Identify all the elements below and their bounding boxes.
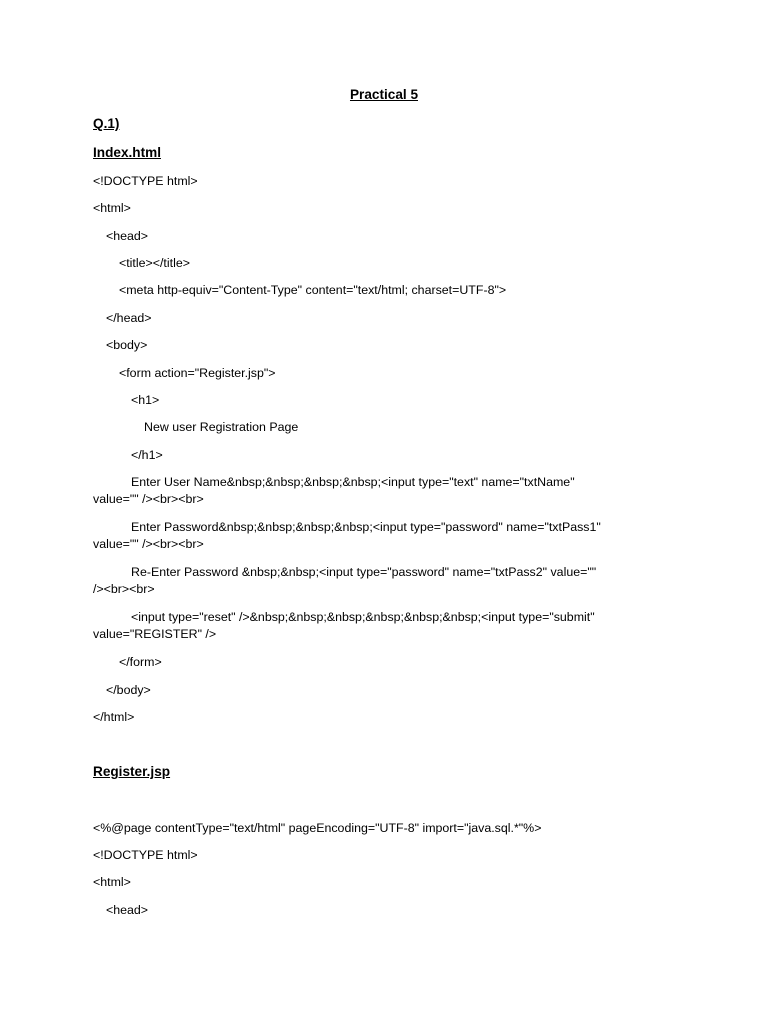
question-label: Q.1) (93, 116, 120, 131)
code-line: <!DOCTYPE html> (93, 848, 198, 862)
section-heading-index: Index.html (93, 145, 161, 160)
code-line-continuation: /><br><br> (93, 582, 155, 596)
code-line: Enter User Name&nbsp;&nbsp;&nbsp;&nbsp;<input type="text" name="txtName" (131, 475, 575, 489)
code-line-continuation: value="" /><br><br> (93, 492, 204, 506)
code-line: <%@page contentType="text/html" pageEncoding="UTF-8" import="java.sql.*"%> (93, 821, 542, 835)
code-line: <head> (106, 903, 149, 917)
code-line: <title></title> (119, 256, 190, 270)
code-line: </h1> (131, 448, 163, 462)
code-line: Enter Password&nbsp;&nbsp;&nbsp;&nbsp;<input type="password" name="txtPass1" (131, 520, 601, 534)
code-line: </html> (93, 710, 135, 724)
code-line: </body> (106, 683, 151, 697)
code-line: <html> (93, 201, 131, 215)
code-line: <meta http-equiv="Content-Type" content="text/html; charset=UTF-8"> (119, 283, 507, 297)
code-line: </form> (119, 655, 162, 669)
section-heading-register: Register.jsp (93, 764, 171, 779)
code-line: <input type="reset" />&nbsp;&nbsp;&nbsp;&nbsp;&nbsp;&nbsp;<input type="submit" (131, 610, 595, 624)
document-title: Practical 5 (349, 87, 418, 102)
code-line: <html> (93, 875, 131, 889)
code-line: <form action="Register.jsp"> (119, 366, 276, 380)
code-line-continuation: value="REGISTER" /> (93, 627, 217, 641)
code-line: <body> (106, 338, 148, 352)
code-line: New user Registration Page (144, 420, 299, 434)
code-line: <head> (106, 229, 149, 243)
code-line: Re-Enter Password &nbsp;&nbsp;<input type="password" name="txtPass2" value="" (131, 565, 597, 579)
code-line: <!DOCTYPE html> (93, 174, 198, 188)
code-line: <h1> (131, 393, 160, 407)
code-line-continuation: value="" /><br><br> (93, 537, 204, 551)
code-line: </head> (106, 311, 152, 325)
